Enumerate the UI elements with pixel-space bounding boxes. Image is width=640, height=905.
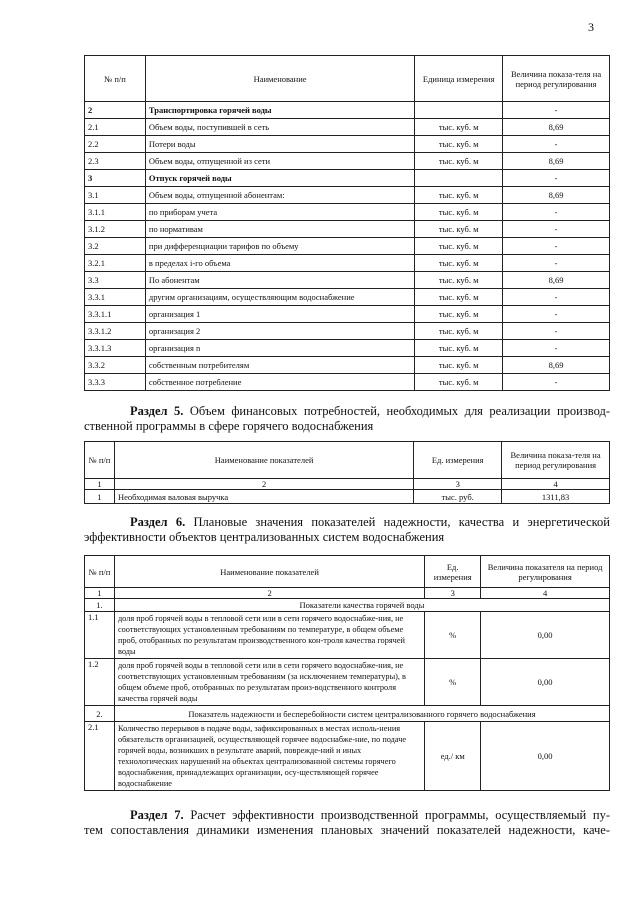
header-value: Величина показа-теля на период регулирования bbox=[502, 442, 610, 479]
row-value: 0,00 bbox=[481, 659, 610, 706]
row-unit: тыс. руб. bbox=[414, 490, 502, 504]
row-num: 1 bbox=[85, 490, 115, 504]
section-7-heading-cont bbox=[84, 823, 610, 838]
row-name: Объем воды, отпущенной абонентам: bbox=[145, 187, 414, 204]
index-cell: 3 bbox=[425, 588, 481, 599]
row-value: 0,00 bbox=[481, 612, 610, 659]
table-row bbox=[85, 238, 610, 255]
row-value: - bbox=[503, 238, 610, 255]
section-5-heading bbox=[130, 404, 610, 419]
index-cell: 2 bbox=[114, 479, 413, 490]
row-value: 8,69 bbox=[503, 119, 610, 136]
group-row bbox=[85, 706, 610, 722]
header-num: № п/п bbox=[85, 56, 146, 102]
row-num: 3.3.2 bbox=[85, 357, 146, 374]
index-cell: 4 bbox=[502, 479, 610, 490]
row-num: 3.2.1 bbox=[85, 255, 146, 272]
table-row bbox=[85, 659, 610, 706]
row-text: доля проб горячей воды в тепловой сети или в сети горячего водоснабже-ния, не соответствующих установленным требованиям по температуре, в общем объеме проб, отобранных по результатам производственного кон-троля качества горячей воды bbox=[114, 612, 424, 659]
row-name: организация 2 bbox=[145, 323, 414, 340]
row-name: при дифференциации тарифов по объему bbox=[145, 238, 414, 255]
row-name: Объем воды, поступившей в сеть bbox=[145, 119, 414, 136]
section-6-heading bbox=[130, 515, 610, 530]
row-value: - bbox=[503, 255, 610, 272]
header-num: № п/п bbox=[85, 556, 115, 588]
row-name: Необходимая валовая выручка bbox=[114, 490, 413, 504]
row-unit: тыс. куб. м bbox=[415, 289, 503, 306]
row-num: 3 bbox=[85, 170, 146, 187]
row-num: 3.1.2 bbox=[85, 221, 146, 238]
group-row bbox=[85, 599, 610, 612]
row-name: организация 1 bbox=[145, 306, 414, 323]
row-name: Транспортировка горячей воды bbox=[145, 102, 414, 119]
header-name: Наименование показателей bbox=[114, 442, 413, 479]
row-name: Отпуск горячей воды bbox=[145, 170, 414, 187]
row-name: по нормативам bbox=[145, 221, 414, 238]
row-unit: тыс. куб. м bbox=[415, 153, 503, 170]
row-num: 2.1 bbox=[85, 119, 146, 136]
row-name: Объем воды, отпущенной из сети bbox=[145, 153, 414, 170]
group-num: 2. bbox=[85, 706, 115, 722]
balance-table bbox=[84, 55, 610, 391]
section-7-line2: тем сопоставления динамики изменения плановых значений показателей надежности, каче- bbox=[84, 823, 610, 837]
row-value: 8,69 bbox=[503, 153, 610, 170]
row-num: 1.2 bbox=[85, 659, 115, 706]
section-5-heading-cont bbox=[84, 419, 610, 434]
row-num: 3.3 bbox=[85, 272, 146, 289]
table-row bbox=[85, 323, 610, 340]
group-num: 1. bbox=[85, 599, 115, 612]
header-name: Наименование bbox=[145, 56, 414, 102]
row-name: собственным потребителям bbox=[145, 357, 414, 374]
section-5-label: Раздел 5. bbox=[130, 404, 184, 418]
row-unit: тыс. куб. м bbox=[415, 255, 503, 272]
header-num: № п/п bbox=[85, 442, 115, 479]
group-title: Показатель надежности и бесперебойности систем централизованного горячего водоснабжения bbox=[114, 706, 609, 722]
section-6-heading-cont bbox=[84, 530, 610, 545]
row-name: Потери воды bbox=[145, 136, 414, 153]
row-unit: тыс. куб. м bbox=[415, 221, 503, 238]
row-name: в пределах i-го объема bbox=[145, 255, 414, 272]
index-cell: 1 bbox=[85, 479, 115, 490]
header-unit: Ед. измерения bbox=[425, 556, 481, 588]
row-value: - bbox=[503, 221, 610, 238]
section-7-heading bbox=[130, 808, 610, 823]
index-cell: 4 bbox=[481, 588, 610, 599]
index-cell: 3 bbox=[414, 479, 502, 490]
row-value: - bbox=[503, 340, 610, 357]
row-name: по приборам учета bbox=[145, 204, 414, 221]
row-name: организация n bbox=[145, 340, 414, 357]
index-row bbox=[85, 588, 610, 599]
table-row bbox=[85, 272, 610, 289]
finance-table bbox=[84, 441, 610, 504]
row-value: - bbox=[503, 204, 610, 221]
row-value: - bbox=[503, 102, 610, 119]
row-value: 8,69 bbox=[503, 357, 610, 374]
row-num: 2.2 bbox=[85, 136, 146, 153]
table-row bbox=[85, 119, 610, 136]
header-value: Величина показа-теля на период регулирования bbox=[503, 56, 610, 102]
row-name: другим организациям, осуществляющим водоснабжение bbox=[145, 289, 414, 306]
table-header-row bbox=[85, 442, 610, 479]
row-unit bbox=[415, 170, 503, 187]
table-row bbox=[85, 187, 610, 204]
row-num: 3.3.1.2 bbox=[85, 323, 146, 340]
row-unit: тыс. куб. м bbox=[415, 306, 503, 323]
table-row bbox=[85, 306, 610, 323]
row-num: 3.3.1.3 bbox=[85, 340, 146, 357]
row-num: 2.1 bbox=[85, 722, 115, 791]
row-unit: % bbox=[425, 659, 481, 706]
row-value: 1311,83 bbox=[502, 490, 610, 504]
row-value: 8,69 bbox=[503, 272, 610, 289]
row-value: 0,00 bbox=[481, 722, 610, 791]
table-header-row bbox=[85, 56, 610, 102]
header-unit: Ед. измерения bbox=[414, 442, 502, 479]
table-row bbox=[85, 374, 610, 391]
table-row bbox=[85, 255, 610, 272]
index-row bbox=[85, 479, 610, 490]
row-value: - bbox=[503, 306, 610, 323]
table-row bbox=[85, 221, 610, 238]
section-7-label: Раздел 7. bbox=[130, 808, 184, 822]
row-num: 3.3.1 bbox=[85, 289, 146, 306]
row-unit: тыс. куб. м bbox=[415, 374, 503, 391]
index-cell: 1 bbox=[85, 588, 115, 599]
row-unit: % bbox=[425, 612, 481, 659]
table-row bbox=[85, 153, 610, 170]
page-number: 3 bbox=[588, 20, 594, 34]
row-value: - bbox=[503, 374, 610, 391]
table-header-row bbox=[85, 556, 610, 588]
row-unit: ед./ км bbox=[425, 722, 481, 791]
section-6-line1: Плановые значения показателей надежности, качества и энергетической bbox=[193, 515, 610, 529]
row-unit: тыс. куб. м bbox=[415, 238, 503, 255]
table-row bbox=[85, 136, 610, 153]
table-row bbox=[85, 490, 610, 504]
row-unit: тыс. куб. м bbox=[415, 323, 503, 340]
row-unit: тыс. куб. м bbox=[415, 357, 503, 374]
section-6-label: Раздел 6. bbox=[130, 515, 186, 529]
row-num: 3.3.3 bbox=[85, 374, 146, 391]
row-unit bbox=[415, 102, 503, 119]
row-value: 8,69 bbox=[503, 187, 610, 204]
row-num: 1.1 bbox=[85, 612, 115, 659]
row-num: 2 bbox=[85, 102, 146, 119]
table-row bbox=[85, 289, 610, 306]
row-num: 3.1.1 bbox=[85, 204, 146, 221]
row-value: - bbox=[503, 170, 610, 187]
header-value: Величина показателя на период регулирования bbox=[481, 556, 610, 588]
row-unit: тыс. куб. м bbox=[415, 272, 503, 289]
row-value: - bbox=[503, 323, 610, 340]
table-row bbox=[85, 170, 610, 187]
row-name: собственное потребление bbox=[145, 374, 414, 391]
header-name: Наименование показателей bbox=[114, 556, 424, 588]
header-unit: Единица измерения bbox=[415, 56, 503, 102]
section-5-line1: Объем финансовых потребностей, необходимых для реализации производ- bbox=[189, 404, 610, 418]
section-6-line2: эффективности объектов централизованных систем водоснабжения bbox=[84, 530, 445, 544]
section-7-line1: Расчет эффективности производственной программы, осуществляемый пу- bbox=[190, 808, 610, 822]
group-title: Показатели качества горячей воды bbox=[114, 599, 609, 612]
row-text: доля проб горячей воды в тепловой сети или в сети горячего водоснабже-ния, не соответствующих установленным требованиям (за исключением температуры), в общем объеме проб, отобранных по результатам произ-водственного контроля качества горячей воды bbox=[114, 659, 424, 706]
row-unit: тыс. куб. м bbox=[415, 136, 503, 153]
row-name: По абонентам bbox=[145, 272, 414, 289]
row-num: 2.3 bbox=[85, 153, 146, 170]
table-row bbox=[85, 340, 610, 357]
row-value: - bbox=[503, 289, 610, 306]
index-cell: 2 bbox=[114, 588, 424, 599]
section-5-line2: ственной программы в сфере горячего водоснабжения bbox=[84, 419, 374, 433]
balance-table-body bbox=[85, 102, 610, 391]
table-row bbox=[85, 357, 610, 374]
row-num: 3.1 bbox=[85, 187, 146, 204]
row-text: Количество перерывов в подаче воды, зафиксированных в местах исполь-нения обязательств организацией, осуществляющей горячее водоснабже-ние, по подаче горячей воды, возникших в результате аварий, поврежде-ний и иных технологических нарушений на объектах централизованной системы горячего водоснабжения, принадлежащих организации, осу-ществляющей горячее водоснабжение bbox=[114, 722, 424, 791]
row-unit: тыс. куб. м bbox=[415, 204, 503, 221]
row-num: 3.2 bbox=[85, 238, 146, 255]
row-num: 3.3.1.1 bbox=[85, 306, 146, 323]
table-row bbox=[85, 612, 610, 659]
row-unit: тыс. куб. м bbox=[415, 119, 503, 136]
table-row bbox=[85, 204, 610, 221]
indicators-table bbox=[84, 555, 610, 791]
table-row bbox=[85, 102, 610, 119]
table-row bbox=[85, 722, 610, 791]
row-value: - bbox=[503, 136, 610, 153]
row-unit: тыс. куб. м bbox=[415, 340, 503, 357]
row-unit: тыс. куб. м bbox=[415, 187, 503, 204]
